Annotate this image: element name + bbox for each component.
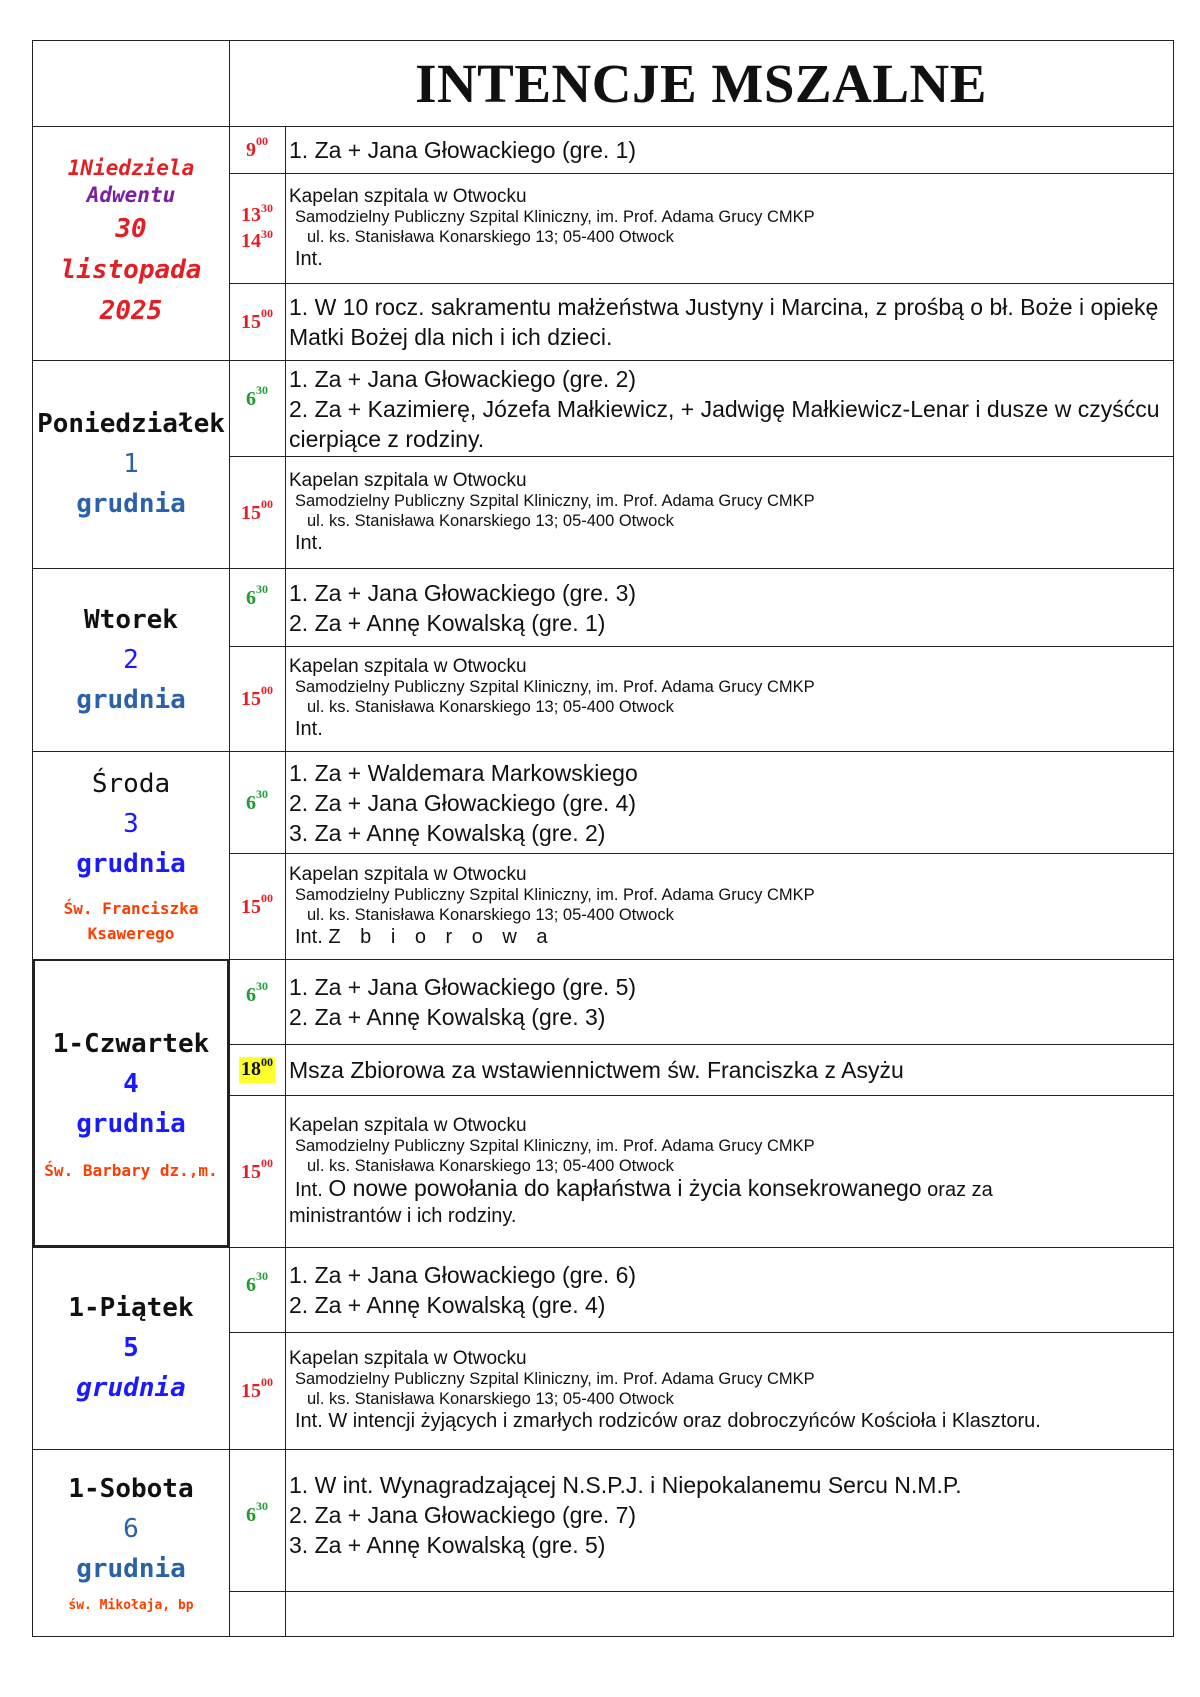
day-number: 4 [123,1068,139,1099]
chaplain-cell: Kapelan szpitala w Otwocku Samodzielny Publiczny Szpital Kliniczny, im. Prof. Adama Grucy CMKP ul. ks. Stanisława Konarskiego 13; 05-400 Otwock Int. [289,469,815,554]
time-cell: $13^{30}$ $14^{30}$ [241,200,273,252]
intention-cell [289,752,1169,853]
day-month: listopada [60,255,202,285]
day-saturday [33,1450,229,1638]
day-month: grudnia [76,684,186,715]
day-name: Środa [91,769,171,799]
intention-line: 2. Za + Jana Głowackiego (gre. 7) [289,1502,637,1528]
day-number: 3 [123,809,139,839]
intention-line: 2. Za + Annę Kowalską (gre. 3) [289,1004,606,1030]
time-cell: 15 $^{00}$ [241,496,273,524]
day-name: 1-Piątek [68,1293,194,1323]
intention-cell [289,284,1169,360]
intention-line: 1. Za + Jana Głowackiego (gre. 2) [289,365,637,392]
time-cell: 15 $^{00}$ [241,1375,273,1402]
day-name: 1-Czwartek [52,1028,210,1059]
time-cell: 6 $^{30}$ [246,786,268,814]
saint-label-2: Ksawerego [87,924,175,943]
day-month: grudnia [76,849,186,879]
day-year: 2025 [99,296,163,326]
day-name: Wtorek [84,604,178,635]
intention-line: 1. Za + Jana Głowackiego (gre. 1) [289,137,637,163]
intentions-table [32,40,1174,1637]
day-name: 1-Sobota [68,1474,194,1504]
day-month: grudnia [76,489,186,519]
day-wednesday [33,752,229,959]
day-name: Poniedziałek [37,409,225,439]
saint-label: św. Mikołaja, bp [68,1598,194,1613]
intention-cell [289,569,1169,646]
chaplain-cell: Kapelan szpitala w Otwocku Samodzielny Publiczny Szpital Kliniczny, im. Prof. Adama Grucy CMKP ul. ks. Stanisława Konarskiego 13; 05-400 Otwock Int. W intencji żyjących i zmarłych rodziców oraz dobroczyńców Kościoła i Klasztoru. [289,1348,1041,1432]
intention-line: 1. W 10 rocz. sakramentu małżeństwa Justyny i Marcina, z prośbą o bł. Boże i opiekę Matki Bożej dla nich i ich dzieci. [289,294,1159,350]
saint-label: Św. Franciszka [63,899,199,918]
intention-line: 1. Za + Jana Głowackiego (gre. 5) [289,974,637,1000]
time-cell: 6 $^{30}$ [246,1499,268,1526]
day-number: 5 [123,1333,139,1363]
time-cell: 15 $^{00}$ [241,683,273,710]
day-monday [33,361,229,568]
intention-cell [289,960,1169,1044]
intention-cell [289,1045,1169,1095]
day-sunday [33,127,229,360]
intention-line: 2. Za + Kazimierę, Józefa Małkiewicz, + Jadwigę Małkiewicz-Lenar i dusze w czyśćcu cierpiące z rodziny. [289,395,1160,452]
day-name-2: Adwentu [86,183,176,207]
day-number: 30 [115,214,147,244]
time-cell: 6 $^{30}$ [246,979,268,1006]
intention-line: 1. Za + Jana Głowackiego (gre. 3) [289,579,637,606]
day-month: grudnia [76,1373,186,1403]
intention-line: 2. Za + Jana Głowackiego (gre. 4) [289,789,637,816]
intention-line: 1. W int. Wynagradzającej N.S.P.J. i Niepokalanemu Sercu N.M.P. [289,1472,962,1498]
slot-divider [229,1591,1173,1592]
day-number: 2 [123,644,139,675]
intention-line: 1. Za + Jana Głowackiego (gre. 6) [289,1262,637,1288]
day-tuesday [33,569,229,751]
intention-line: 2. Za + Annę Kowalską (gre. 4) [289,1292,606,1318]
column-divider [285,126,286,1636]
intention-line: 1. Za + Waldemara Markowskiego [289,759,638,786]
time-cell: 15 $^{00}$ [241,1155,273,1183]
time-cell: $18^{00}$ [229,1045,285,1095]
chaplain-cell: Kapelan szpitala w Otwocku Samodzielny Publiczny Szpital Kliniczny, im. Prof. Adama Grucy CMKP ul. ks. Stanisława Konarskiego 13; 05-400 Otwock Int. O nowe powołania do kapłaństwa i życia konsekrowanego oraz za ministrantów i ich rodziny. [289,1114,993,1227]
chaplain-cell: Kapelan szpitala w Otwocku Samodzielny Publiczny Szpital Kliniczny, im. Prof. Adama Grucy CMKP ul. ks. Stanisława Konarskiego 13; 05-400 Otwock Int. [289,185,815,270]
chaplain-cell: Kapelan szpitala w Otwocku Samodzielny Publiczny Szpital Kliniczny, im. Prof. Adama Grucy CMKP ul. ks. Stanisława Konarskiego 13; 05-400 Otwock Int. [289,656,815,740]
time-cell: 15 $^{00}$ [241,890,273,918]
intention-cell [289,1248,1169,1332]
intention-line: 2. Za + Annę Kowalską (gre. 1) [289,609,606,636]
saint-label: Św. Barbary dz.,m. [44,1160,218,1180]
day-friday [33,1248,229,1449]
time-cell: 15 $^{00}$ [241,306,273,333]
day-number: 1 [123,449,139,479]
time-cell: 9 $^{00}$ [246,134,268,161]
chaplain-cell: Kapelan szpitala w Otwocku Samodzielny Publiczny Szpital Kliniczny, im. Prof. Adama Grucy CMKP ul. ks. Stanisława Konarskiego 13; 05-400 Otwock Int. Z b i o r o w a [289,863,815,948]
time-cell: 6 $^{30}$ [246,1269,268,1296]
intention-line: 3. Za + Annę Kowalską (gre. 2) [289,819,606,846]
page-title: INTENCJE MSZALNE [415,53,987,114]
time-cell: 6 $^{30}$ [246,581,268,609]
intention-cell [289,1450,1169,1580]
time-cell: 6 $^{30}$ [246,383,268,410]
day-month: grudnia [76,1108,186,1139]
day-name: 1Niedziela [67,156,195,180]
intention-cell [289,127,1169,173]
day-month: grudnia [76,1554,186,1584]
intention-line: Msza Zbiorowa za wstawiennictwem św. Franciszka z Asyżu [289,1057,904,1083]
intention-line: 3. Za + Annę Kowalską (gre. 5) [289,1532,606,1558]
day-thursday [33,960,229,1247]
day-number: 6 [123,1514,139,1544]
intention-cell [289,361,1169,456]
